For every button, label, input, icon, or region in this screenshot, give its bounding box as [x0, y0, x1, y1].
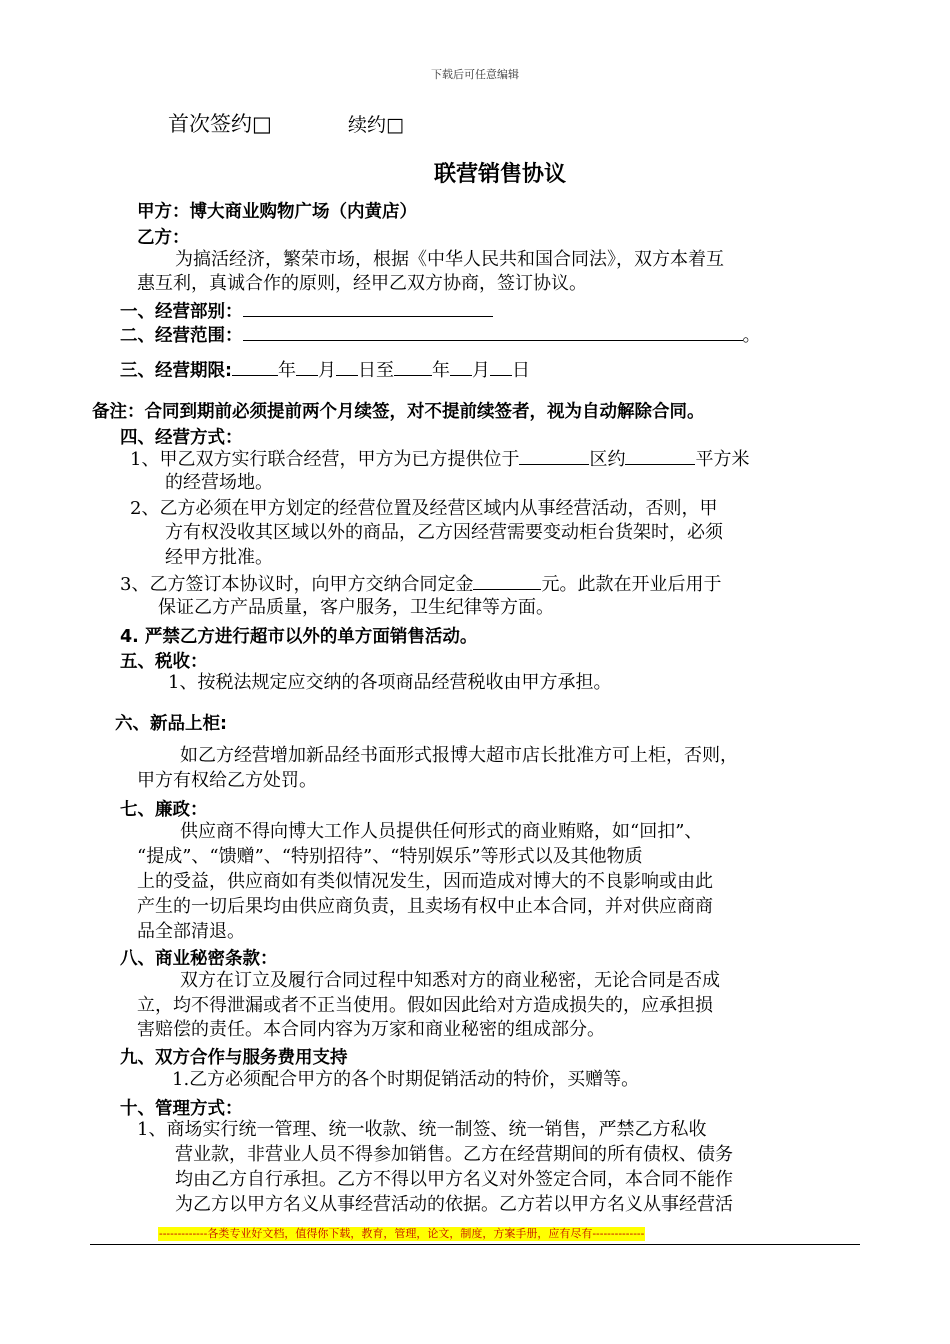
section-4-heading: 四、经营方式： — [120, 428, 243, 448]
party-a: 甲方：博大商业购物广场（内黄店） — [137, 202, 417, 222]
section-8-line-1: 双方在订立及履行合同过程中知悉对方的商业秘密，无论合同是否成 — [180, 970, 720, 991]
section-4-item-3 — [120, 572, 721, 597]
section-9-heading: 九、双方合作与服务费用支持 — [120, 1048, 348, 1068]
end-day-blank[interactable] — [490, 358, 512, 376]
section-8-line-2: 立，均不得泄漏或者不正当使用。假如因此给对方造成损失的，应承担损 — [137, 995, 713, 1016]
year-text: 年 — [432, 360, 450, 381]
section-10-line-1: 1、商场实行统一管理、统一收款、统一制签、统一销售，严禁乙方私收 — [137, 1119, 707, 1140]
day-text: 日 — [512, 360, 530, 381]
item-1-text-b: 区约 — [589, 449, 626, 470]
section-6-line-1: 如乙方经营增加新品经书面形式报博大超市店长批准方可上柜，否则， — [180, 745, 738, 766]
section-7-line-1: 供应商不得向博大工作人员提供任何形式的商业贿赂，如“回扣”、 — [180, 821, 703, 842]
department-blank[interactable] — [243, 299, 493, 317]
section-2 — [120, 322, 761, 348]
section-4-item-2-line-3: 经甲方批准。 — [165, 547, 273, 568]
section-4-item-2-line-1: 2、乙方必须在甲方划定的经营位置及经营区域内从事经营活动，否则，甲 — [130, 498, 718, 519]
party-b: 乙方： — [137, 228, 190, 248]
section-4-item-2-line-2: 方有权没收其区域以外的商品，乙方因经营需要变动柜台货架时，必须 — [165, 522, 723, 543]
section-8-line-3: 害赔偿的责任。本合同内容为万家和商业秘密的组成部分。 — [137, 1019, 605, 1040]
year-text: 年 — [278, 360, 296, 381]
footer-banner: -------------各类专业好文档，值得你下载，教育，管理，论文，制度，方案手册，应有尽有-------------- — [159, 1227, 645, 1240]
start-month-blank[interactable] — [296, 358, 318, 376]
intro-line-2: 惠互利，真诚合作的原则，经甲乙双方协商，签订协议。 — [137, 273, 587, 294]
location-blank[interactable] — [519, 447, 589, 465]
section-10-line-2: 营业款，非营业人员不得参加销售。乙方在经营期间的所有债权、债务 — [175, 1144, 733, 1165]
item-1-text-a: 1、甲乙双方实行联合经营，甲方为已方提供位于 — [130, 449, 520, 470]
section-2-end: 。 — [742, 325, 761, 346]
section-10-heading: 十、管理方式： — [120, 1099, 243, 1119]
section-8-heading: 八、商业秘密条款： — [120, 949, 278, 969]
section-1 — [120, 298, 493, 323]
section-4-item-1 — [130, 447, 749, 472]
section-4-item-4: 4. 严禁乙方进行超市以外的单方面销售活动。 — [120, 627, 478, 647]
section-7-line-3: 上的受益，供应商如有类似情况发生，因而造成对博大的不良影响或由此 — [137, 871, 713, 892]
sign-renew-checkbox-label[interactable]: 续约□ — [348, 114, 404, 136]
sign-first-checkbox-label[interactable]: 首次签约□ — [168, 112, 272, 136]
section-5-heading: 五、税收： — [120, 652, 208, 672]
section-4-item-1-cont: 的经营场地。 — [165, 472, 273, 493]
section-7-heading: 七、廉政： — [120, 800, 208, 820]
end-year-blank[interactable] — [394, 358, 432, 376]
header-note: 下载后可任意编辑 — [431, 68, 519, 81]
section-1-label: 一、经营部别： — [120, 302, 243, 322]
section-3 — [120, 357, 530, 383]
section-9-text: 1.乙方必须配合甲方的各个时期促销活动的特价，买赠等。 — [172, 1069, 640, 1090]
section-10-line-3: 均由乙方自行承担。乙方不得以甲方名义对外签定合同，本合同不能作 — [175, 1169, 733, 1190]
month-text: 月 — [318, 360, 336, 381]
deposit-blank[interactable] — [473, 572, 541, 590]
section-4-item-3-cont: 保证乙方产品质量，客户服务，卫生纪律等方面。 — [158, 597, 554, 618]
section-7-line-4: 产生的一切后果均由供应商负责，且卖场有权中止本合同，并对供应商商 — [137, 896, 713, 917]
section-10-line-4: 为乙方以甲方名义从事经营活动的依据。乙方若以甲方名义从事经营活 — [175, 1194, 733, 1215]
footer-divider — [90, 1244, 860, 1245]
item-1-text-c: 平方米 — [695, 449, 750, 470]
section-2-label: 二、经营范围： — [120, 326, 243, 346]
item-3-text-b: 元。此款在开业后用于 — [541, 574, 722, 595]
area-blank[interactable] — [625, 447, 695, 465]
section-7-line-2: “提成”、“馈赠”、“特别招待”、“特别娱乐”等形式以及其他物质 — [137, 846, 643, 867]
start-year-blank[interactable] — [232, 358, 278, 376]
start-day-blank[interactable] — [336, 358, 358, 376]
intro-line-1: 为搞活经济，繁荣市场，根据《中华人民共和国合同法》，双方本着互 — [175, 249, 724, 270]
item-3-text-a: 3、乙方签订本协议时，向甲方交纳合同定金 — [120, 574, 474, 595]
document-title: 联营销售协议 — [433, 162, 566, 187]
remark: 备注：合同到期前必须提前两个月续签，对不提前续签者，视为自动解除合同。 — [92, 402, 705, 422]
section-5-text: 1、按税法规定应交纳的各项商品经营税收由甲方承担。 — [168, 672, 612, 693]
month-text: 月 — [472, 360, 490, 381]
section-7-line-5: 品全部清退。 — [137, 921, 245, 942]
day-to-text: 日至 — [358, 360, 394, 381]
section-6-line-2: 甲方有权给乙方处罚。 — [137, 770, 317, 791]
scope-blank[interactable] — [243, 323, 743, 341]
section-3-label: 三、经营期限: — [120, 361, 232, 381]
section-6-heading: 六、新品上柜: — [115, 714, 227, 734]
end-month-blank[interactable] — [450, 358, 472, 376]
